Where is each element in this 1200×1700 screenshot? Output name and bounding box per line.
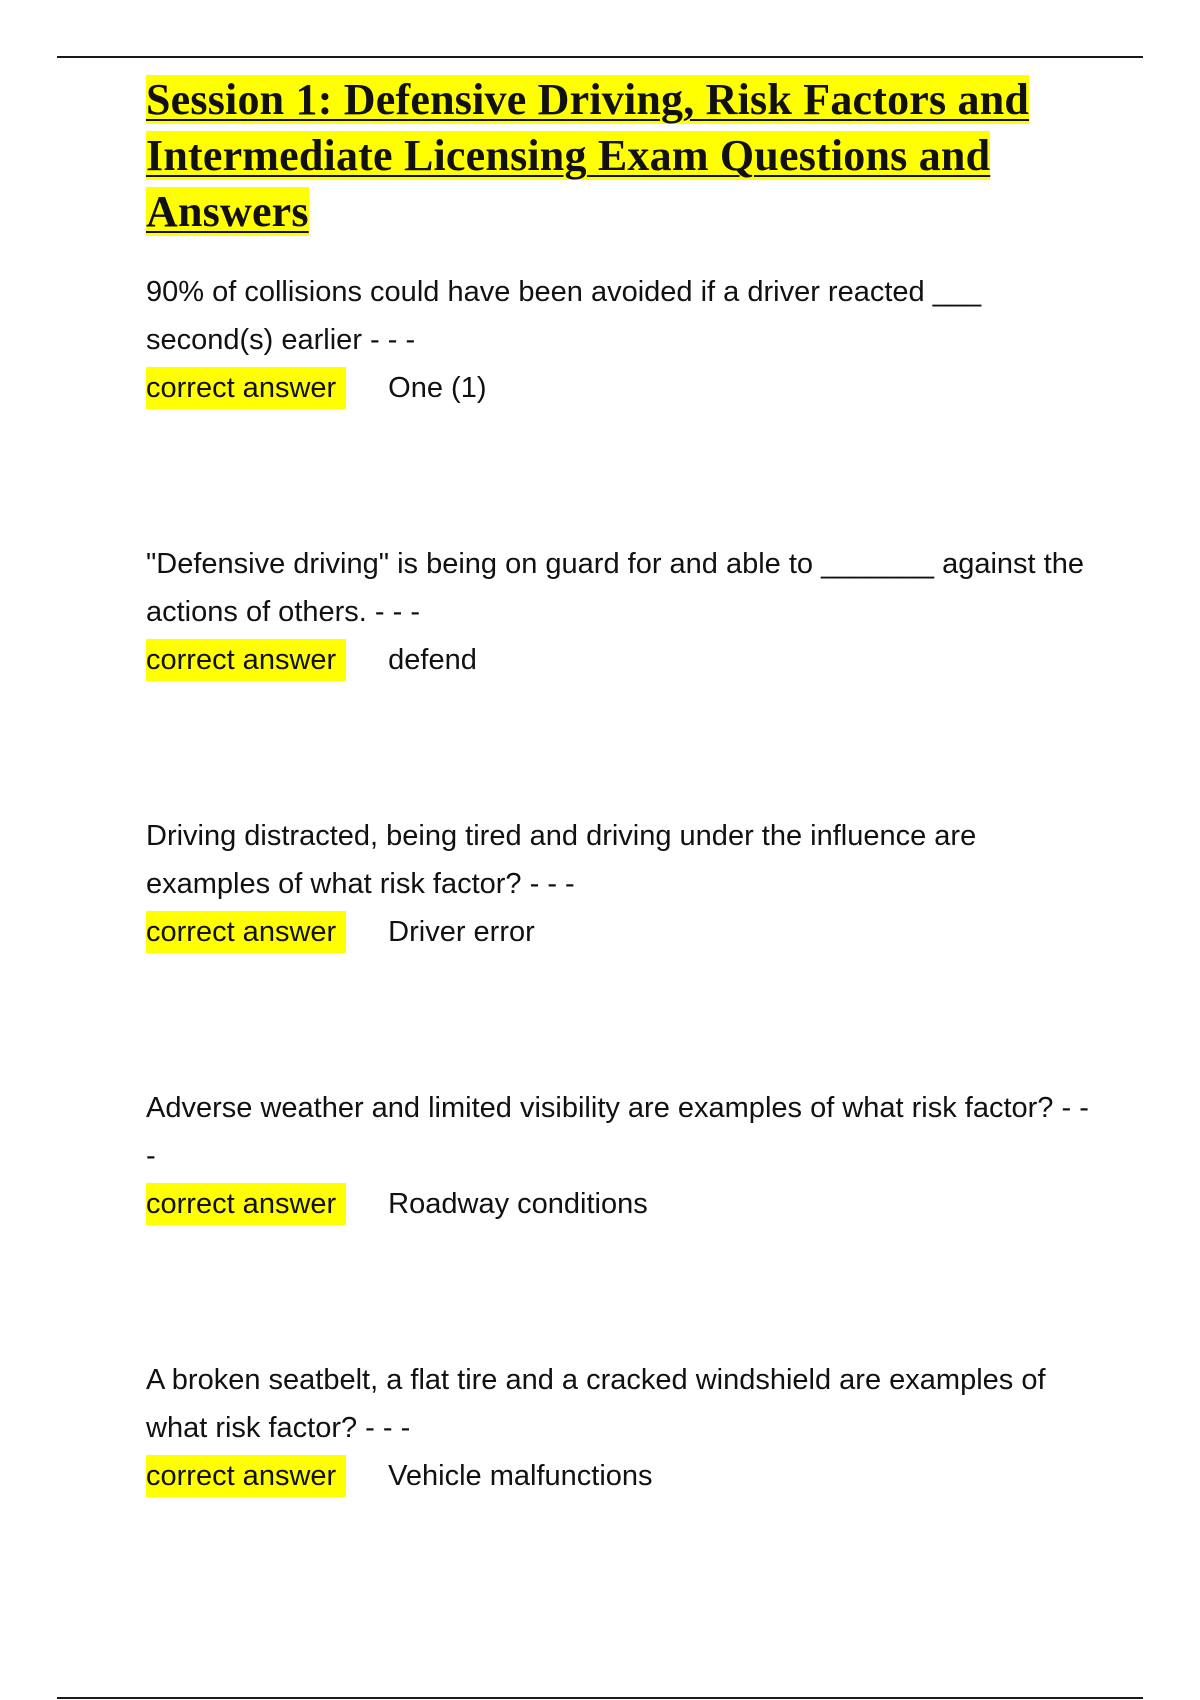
document-title xyxy=(146,72,1096,240)
question-text: A broken seatbelt, a flat tire and a cracked windshield are examples of what risk factor? - - - xyxy=(146,1364,1046,1444)
question-text: Driving distracted, being tired and driving under the influence are examples of what risk factor? - - - xyxy=(146,820,977,900)
answer-text: defend xyxy=(388,643,477,676)
question-text: "Defensive driving" is being on guard for and able to _______ against the actions of others. - - - xyxy=(146,548,1084,628)
answer-row xyxy=(146,908,1096,956)
qa-item xyxy=(146,268,1096,412)
answer-label: correct answer xyxy=(146,911,346,953)
qa-item xyxy=(146,1084,1096,1228)
qa-item xyxy=(146,540,1096,684)
document-body xyxy=(146,72,1096,1500)
question-text: Adverse weather and limited visibility are examples of what risk factor? - - - xyxy=(146,1092,1089,1172)
answer-text: Driver error xyxy=(388,915,535,948)
bottom-rule xyxy=(57,1697,1143,1699)
document-title-text: Session 1: Defensive Driving, Risk Factors and Intermediate Licensing Exam Questions and Answers xyxy=(146,75,1030,236)
answer-row xyxy=(146,1452,1096,1500)
question-text: 90% of collisions could have been avoided if a driver reacted ___ second(s) earlier - - - xyxy=(146,276,982,356)
top-rule xyxy=(57,56,1143,58)
answer-row xyxy=(146,636,1096,684)
qa-item xyxy=(146,812,1096,956)
answer-label: correct answer xyxy=(146,1455,346,1497)
answer-row xyxy=(146,1180,1096,1228)
answer-row xyxy=(146,364,1096,412)
answer-text: Vehicle malfunctions xyxy=(388,1459,653,1492)
qa-list xyxy=(146,268,1096,1500)
qa-item xyxy=(146,1356,1096,1500)
answer-label: correct answer xyxy=(146,639,346,681)
answer-label: correct answer xyxy=(146,1183,346,1225)
answer-text: Roadway conditions xyxy=(388,1187,648,1220)
answer-label: correct answer xyxy=(146,367,346,409)
answer-text: One (1) xyxy=(388,371,487,404)
